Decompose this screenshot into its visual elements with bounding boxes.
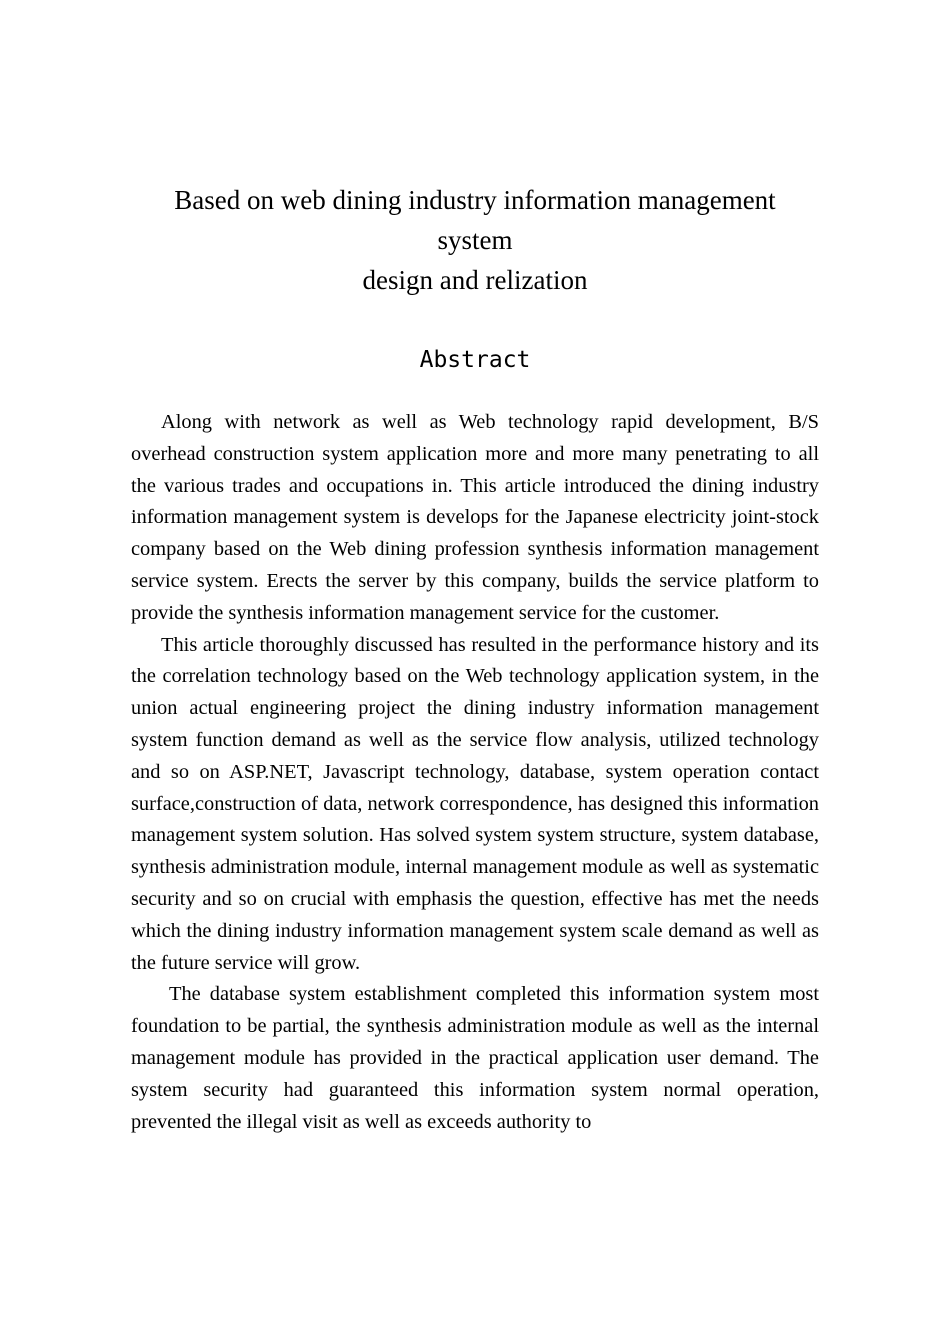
document-title [131, 180, 819, 300]
abstract-paragraph-3: The database system establishment completed this information system most foundation to be partial, the synthesis administration module as well as the internal management module has provided in the practical application user demand. The system security had guaranteed this information system normal operation, prevented the illegal visit as well as exceeds authority to [131, 983, 819, 1133]
abstract-body [131, 407, 819, 1138]
title-line-3: design and relization [362, 265, 588, 295]
abstract-paragraph-1: Along with network as well as Web technology rapid development, B/S overhead construction system application more and more many penetrating to all the various trades and occupations in. This article introduced the dining industry information management system is develops for the Japanese electricity joint-stock company based on the Web dining profession synthesis information management service system. Erects the server by this company, builds the service platform to provide the synthesis information management service for the customer. [131, 411, 819, 624]
title-line-1: Based on web dining industry information management [174, 185, 776, 215]
abstract-heading: Abstract [419, 347, 531, 373]
abstract-paragraph-2: This article thoroughly discussed has resulted in the performance history and its the correlation technology based on the Web technology application system, in the union actual engineering project the dining industry information management system function demand as well as the service flow analysis, utilized technology and so on ASP.NET, Javascript technology, database, system operation contact surface,construction of data, network correspondence, has designed this information management system solution. Has solved system system structure, system database, synthesis administration module, internal management module as well as systematic security and so on crucial with emphasis the question, effective has met the needs which the dining industry information management system scale demand as well as the future service will grow. [131, 633, 819, 974]
title-line-2: system [437, 225, 513, 255]
